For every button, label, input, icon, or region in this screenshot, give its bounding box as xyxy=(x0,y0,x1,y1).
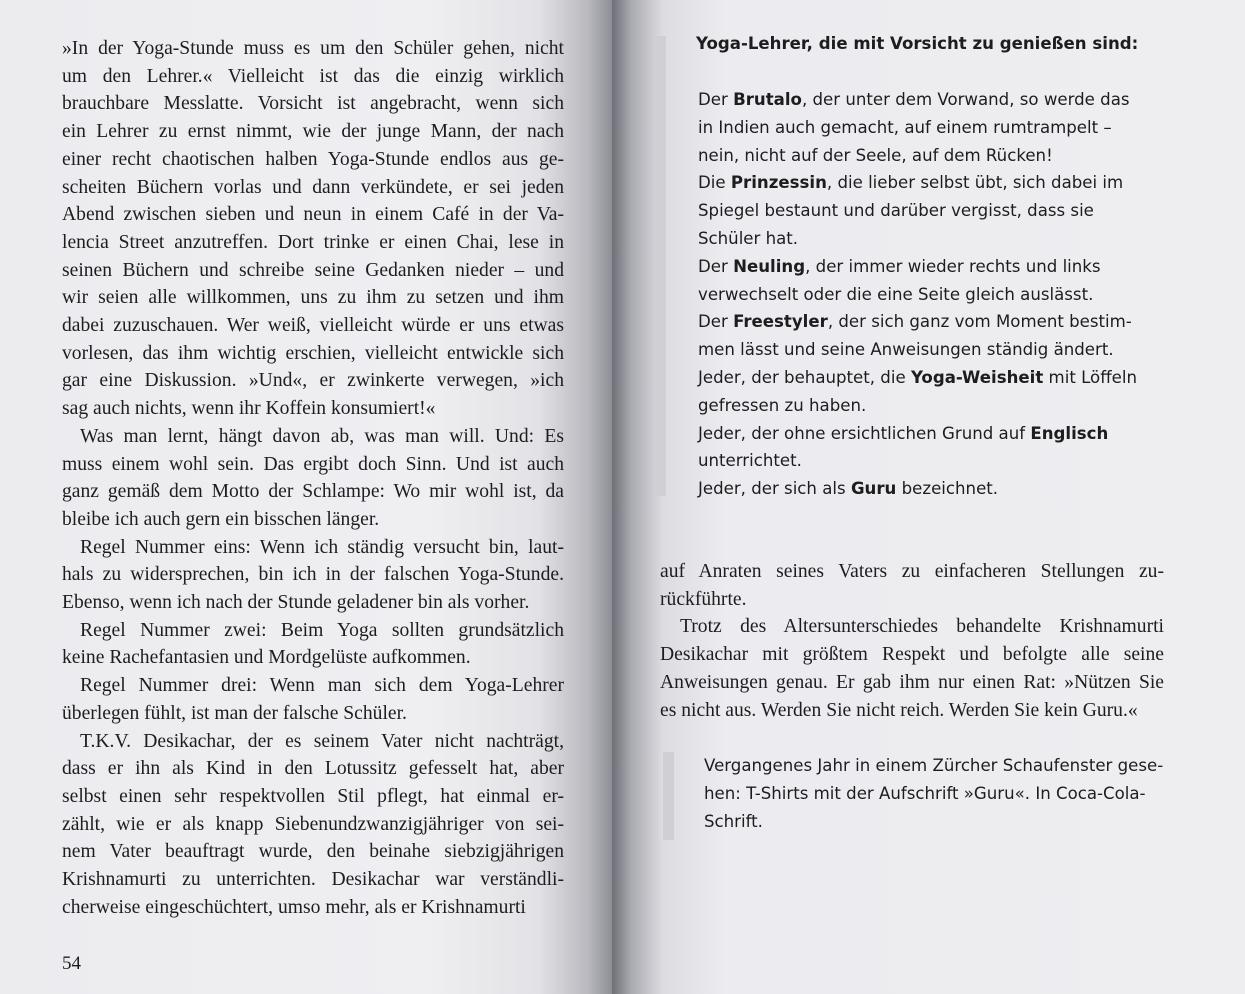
paragraph xyxy=(62,672,564,727)
text-line: Regel Nummer eins: Wenn ich ständig versucht bin, laut- xyxy=(80,536,564,558)
text-line: Ebenso, wenn ich nach der Stunde geladener bin als vorher. xyxy=(62,592,530,614)
text-line: scheiten Büchern vorlas und dann verkündete, er sei jeden xyxy=(62,176,564,198)
note-line: Vergangenes Jahr in einem Zürcher Schaufenster gese- xyxy=(704,756,1164,775)
text-line: Regel Nummer zwei: Beim Yoga sollten grundsätzlich xyxy=(80,619,564,641)
teacher-list xyxy=(698,86,1148,503)
text-line: wir seien alle willkommen, uns zu ihm zu setzen und ihm xyxy=(62,287,564,309)
text-line: dabei zuzuschauen. Wer weiß, vielleicht würde er uns etwas xyxy=(62,315,564,337)
text-line: rückführte. xyxy=(660,588,747,610)
list-line: Die Prinzessin, die lieber selbst übt, sich dabei im xyxy=(698,173,1124,193)
text-line: selbst einen sehr respektvollen Stil pflegt, hat einmal er- xyxy=(62,785,564,807)
text-line: Anweisungen genau. Er gab ihm nur einen Rat: »Nützen Sie xyxy=(660,671,1164,693)
text-line: Regel Nummer drei: Wenn man sich dem Yoga-Lehrer xyxy=(80,675,564,697)
text-line: überlegen fühlt, ist man der falsche Schüler. xyxy=(62,702,407,724)
list-line: Jeder, der sich als Guru bezeichnet. xyxy=(698,479,999,499)
text-line: es nicht aus. Werden Sie nicht reich. Werden Sie kein Guru.« xyxy=(660,699,1138,721)
left-body-text xyxy=(62,35,564,922)
note-line: hen: T-Shirts mit der Aufschrift »Guru«. In Coca-Cola- xyxy=(704,783,1146,803)
text-line: Desikachar mit größtem Respekt und befolgte alle seine xyxy=(660,644,1164,666)
paragraph xyxy=(62,423,564,534)
right-body-text xyxy=(660,558,1164,724)
list-line: Der Neuling, der immer wieder rechts und links xyxy=(698,256,1101,276)
text-line: auf Anraten seines Vaters zu einfacheren Stellungen zu- xyxy=(660,561,1164,582)
text-line: ganz gemäß dem Motto der Schlampe: Wo mir wohl ist, da xyxy=(62,481,564,503)
box-title: Yoga-Lehrer, die mit Vorsicht zu genießen sind: xyxy=(696,34,1139,53)
text-line: sag auch nichts, wenn ihr Koffein konsumiert!« xyxy=(62,398,436,420)
list-line: nein, nicht auf der Seele, auf dem Rücken! xyxy=(698,145,1053,165)
text-line: Abend zwischen sieben und neun in einem Café in der Va- xyxy=(62,204,564,226)
text-line: muss einem wohl sein. Das ergibt doch Sinn. Und ist auch xyxy=(62,453,564,475)
text-line: Trotz des Altersunterschiedes behandelte Krishnamurti xyxy=(680,616,1164,638)
text-line: ein Lehrer zu ernst nimmt, wie der junge Mann, der nach xyxy=(62,121,564,143)
text-line: Was man lernt, hängt davon ab, was man will. Und: Es xyxy=(80,425,564,447)
list-line: Schüler hat. xyxy=(698,228,799,248)
text-line: seinen Büchern und schreibe seine Gedanken nieder – und xyxy=(62,259,564,281)
text-line: hals zu widersprechen, bin ich in der falschen Yoga-Stunde. xyxy=(62,564,564,586)
text-line: keine Rachefantasien und Mordgelüste aufkommen. xyxy=(62,647,471,669)
paragraph xyxy=(62,617,564,672)
text-line: vorlesen, das ihm wichtig erschien, vielleicht entwickle sich xyxy=(62,342,564,364)
text-line: »In der Yoga-Stunde muss es um den Schüler gehen, nicht xyxy=(62,38,564,59)
text-line: bleibe ich auch gern ein bisschen länger. xyxy=(62,508,380,530)
text-line: lencia Street anzutreffen. Dort trinke er einen Chai, lese in xyxy=(62,231,564,253)
list-line: men lässt und seine Anweisungen ständig ändert. xyxy=(698,340,1114,360)
text-line: cherweise eingeschüchtert, umso mehr, als er Krishnamurti xyxy=(62,896,526,918)
list-line: Der Brutalo, der unter dem Vorwand, so werde das xyxy=(698,90,1130,109)
text-line: nem Vater beauftragt wurde, den beinahe siebzigjährigen xyxy=(62,841,564,863)
text-line: einer recht chaotischen halben Yoga-Stunde endlos aus ge- xyxy=(62,148,564,170)
note-line: Schrift. xyxy=(704,811,763,831)
list-line: in Indien auch gemacht, auf einem rumtrampelt – xyxy=(698,117,1112,137)
sidebar-bar xyxy=(655,36,666,496)
list-line: verwechselt oder die eine Seite gleich auslässt. xyxy=(698,284,1094,304)
page-number: 54 xyxy=(62,953,81,974)
list-line: gefressen zu haben. xyxy=(698,395,867,415)
text-line: Krishnamurti zu unterrichten. Desikachar war verständli- xyxy=(62,869,564,891)
text-line: gar eine Diskussion. »Und«, er zwinkerte verwegen, »ich xyxy=(62,370,564,392)
text-line: T.K.V. Desikachar, der es seinem Vater nicht nachträgt, xyxy=(80,730,564,752)
list-line: unterrichtet. xyxy=(698,451,802,471)
paragraph xyxy=(62,534,564,617)
left-page xyxy=(0,0,612,994)
text-line: brauchbare Messlatte. Vorsicht ist angebracht, wenn sich xyxy=(62,93,564,115)
text-line: zählt, wie er als knapp Siebenundzwanzigjähriger von sei- xyxy=(62,813,564,835)
note-bar xyxy=(663,752,674,840)
list-line: Jeder, der behauptet, die Yoga-Weisheit mit Löffeln xyxy=(698,367,1137,387)
list-line: Jeder, der ohne ersichtlichen Grund auf Englisch xyxy=(698,423,1109,443)
text-line: um den Lehrer.« Vielleicht ist das die einzig wirklich xyxy=(62,65,564,87)
list-line: Der Freestyler, der sich ganz vom Moment bestim- xyxy=(698,312,1132,332)
list-line: Spiegel bestaunt und darüber vergisst, dass sie xyxy=(698,201,1094,221)
paragraph xyxy=(62,728,564,922)
paragraph xyxy=(62,35,564,423)
note-text xyxy=(704,752,1164,835)
text-line: dass er ihn als Kind in den Lotussitz gefesselt hat, aber xyxy=(62,758,564,780)
